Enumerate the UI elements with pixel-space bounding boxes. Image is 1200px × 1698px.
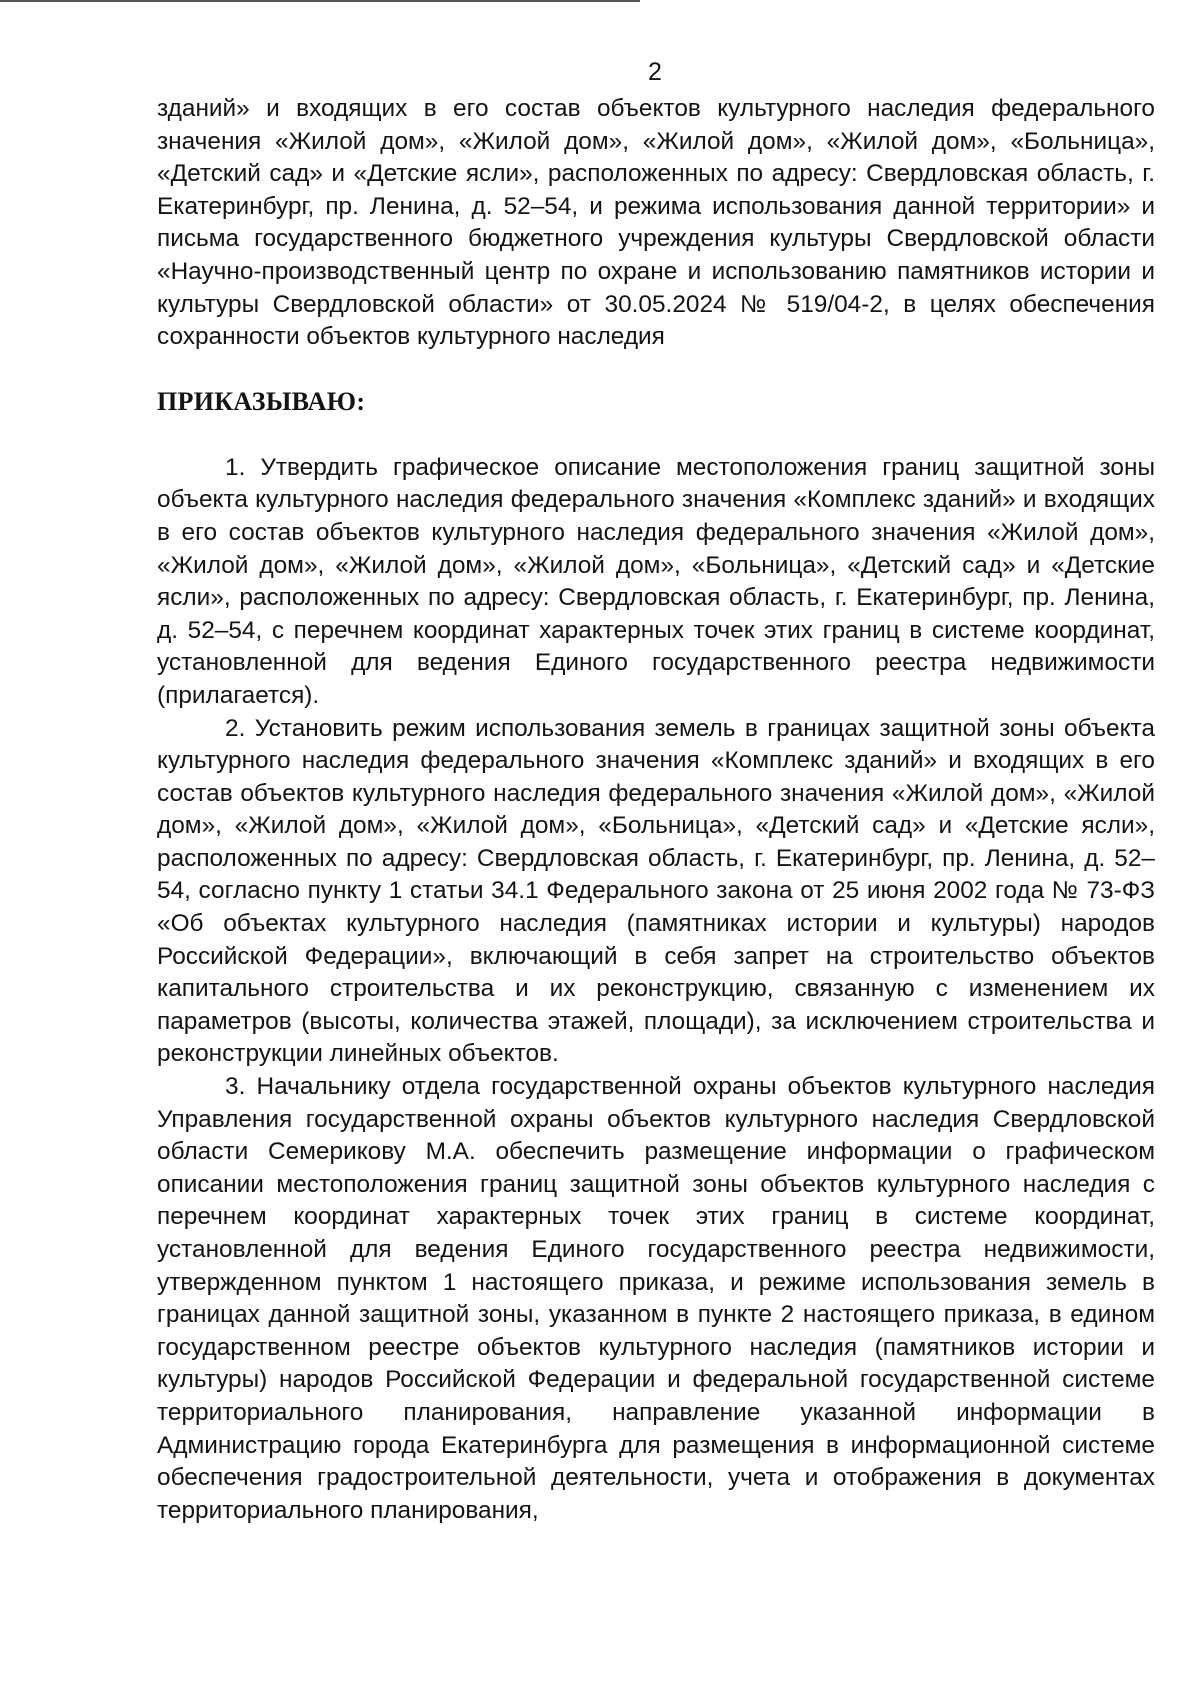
preamble-paragraph: зданий» и входящих в его состав объектов культурного наследия федерального значения «Жилой дом», «Жилой дом», «Жилой дом», «Жилой дом», «Больница», «Детский сад» и «Детские ясли», расположенных по адресу: Свердловская область, г. Екатеринбург, пр. Ленина, д. 52–54, и режима использования данной территории» и письма государственного бюджетного учреждения культуры Свердловской области «Научно-производственный центр по охране и использованию памятников истории и культуры Свердловской области» от 30.05.2024 № 519/04-2, в целях обеспечения сохранности объектов культурного наследия [157, 95, 1155, 351]
order-heading: ПРИКАЗЫВАЮ: [157, 386, 366, 416]
order-item-3: 3. Начальнику отдела государственной охраны объектов культурного наследия Управления государственной охраны объектов культурного наследия Свердловской области Семерикову М.А. обеспечить размещение информации о графическом описании местоположения границ защитной зоны объектов культурного наследия с перечнем координат характерных точек этих границ в системе координат, установленной для ведения Единого государственного реестра недвижимости, утвержденном пунктом 1 настоящего приказа, и режиме использования земель в границах данной защитной зоны, указанном в пункте 2 настоящего приказа, в едином государственном реестре объектов культурного наследия (памятников истории и культуры) народов Российской Федерации и федеральной государственной системе территориального планирования, направление указанной информации в Администрацию города Екатеринбурга для размещения в информационной системе обеспечения градостроительной деятельности, учета и отображения в документах территориального планирования, [157, 1073, 1155, 1524]
scan-top-edge-line [0, 0, 640, 2]
document-body [157, 93, 1155, 1527]
order-item-1: 1. Утвердить графическое описание местоположения границ защитной зоны объекта культурного наследия федерального значения «Комплекс зданий» и входящих в его состав объектов культурного наследия федерального значения «Жилой дом», «Жилой дом», «Жилой дом», «Жилой дом», «Больница», «Детский сад» и «Детские ясли», расположенных по адресу: Свердловская область, г. Екатеринбург, пр. Ленина, д. 52–54, с перечнем координат характерных точек этих границ в системе координат, установленной для ведения Единого государственного реестра недвижимости (прилагается). [157, 453, 1155, 709]
page-number: 2 [648, 58, 662, 86]
order-item-2: 2. Установить режим использования земель в границах защитной зоны объекта культурного наследия федерального значения «Комплекс зданий» и входящих в его состав объектов культурного наследия федерального значения «Жилой дом», «Жилой дом», «Жилой дом», «Жилой дом», «Больница», «Детский сад» и «Детские ясли», расположенных по адресу: Свердловская область, г. Екатеринбург, пр. Ленина, д. 52–54, согласно пункту 1 статьи 34.1 Федерального закона от 25 июня 2002 года № 73-ФЗ «Об объектах культурного наследия (памятниках истории и культуры) народов Российской Федерации», включающий в себя запрет на строительство объектов капитального строительства и их реконструкцию, связанную с изменением их параметров (высоты, количества этажей, площади), за исключением строительства и реконструкции линейных объектов. [157, 714, 1155, 1068]
